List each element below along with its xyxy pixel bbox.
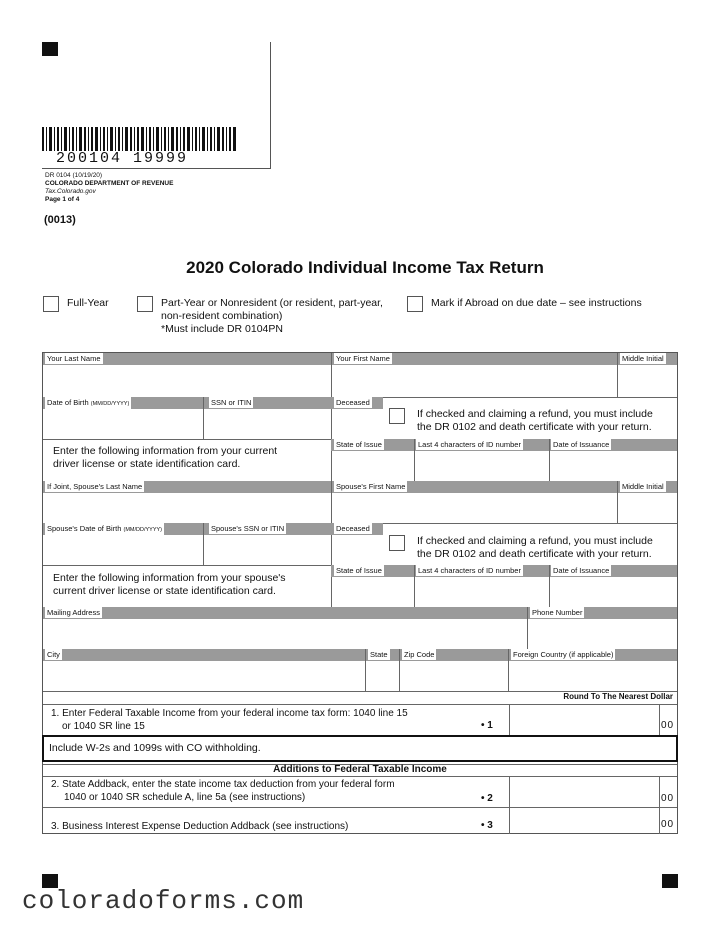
state-label: State [370,650,388,659]
watermark: coloradoforms.com [22,886,305,916]
round-note: Round To The Nearest Dollar [563,692,673,701]
line-2-cents: 00 [661,793,675,804]
line-3-marker: • 3 [481,820,493,831]
spouse-last4-id-label: Last 4 characters of ID number [418,566,521,575]
spouse-refund-note: If checked and claiming a refund, you must include the DR 0102 and death certificate with your return. [417,535,653,560]
part-year-label: Part-Year or Nonresident (or resident, part-year, non-resident combination) *Must include DR 0104PN [161,297,383,335]
spouse-middle-initial-label: Middle Initial [622,482,664,491]
last-name-label: Your Last Name [47,354,101,363]
line-1-amount-input[interactable] [510,705,658,734]
abroad-label: Mark if Abroad on due date – see instructions [431,297,642,309]
license-note: Enter the following information from your current driver license or state identification card. [53,445,278,470]
middle-initial-label: Middle Initial [622,354,664,363]
line-1-text: 1. Enter Federal Taxable Income from your federal income tax form: 1040 line 15 or 1040 SR line 15 [51,708,408,732]
zip-label: Zip Code [404,650,435,659]
additions-header: Additions to Federal Taxable Income [273,764,447,775]
spouse-state-of-issue-label: State of Issue [336,566,382,575]
barcode [42,127,236,151]
spouse-date-issuance-label: Date of Issuance [553,566,610,575]
spouse-ssn-label: Spouse's SSN or ITIN [211,524,285,533]
spouse-deceased-checkbox[interactable] [389,535,405,551]
first-name-input[interactable] [333,366,616,396]
last-name-input[interactable] [44,366,330,396]
deceased-checkbox[interactable] [389,408,405,424]
barcode-number: 200104 19999 [56,150,189,167]
dob-label: Date of Birth (MM/DD/YYYY) [45,397,131,410]
form-code: DR 0104 (10/19/20) [45,172,103,179]
date-issuance-label: Date of Issuance [553,440,610,449]
line-1-marker: • 1 [481,720,493,731]
form-title: 2020 Colorado Individual Income Tax Return [186,258,544,277]
line-3-amount-input[interactable] [510,808,658,833]
state-of-issue-label: State of Issue [336,440,382,449]
spouse-license-note: Enter the following information from your spouse's current driver license or state identification card. [53,572,286,597]
registration-mark-bottom-right [662,874,678,888]
deceased-label: Deceased [336,398,370,407]
ssn-label: SSN or ITIN [211,398,252,407]
w2-note-box: Include W-2s and 1099s with CO withholding. [42,735,678,762]
department-name: COLORADO DEPARTMENT OF REVENUE [45,180,174,187]
line-2-text: 2. State Addback, enter the state income tax deduction from your federal form 1040 or 1040 SR schedule A, line 5a (see instructions) [51,779,395,803]
spouse-dob-label: Spouse's Date of Birth (MM/DD/YYYY) [45,523,164,536]
spouse-first-name-label: Spouse's First Name [336,482,406,491]
phone-label: Phone Number [532,608,583,617]
line-1-cents: 00 [661,720,675,731]
full-year-label: Full-Year [67,297,109,309]
refund-note: If checked and claiming a refund, you must include the DR 0102 and death certificate with your return. [417,408,653,433]
first-name-label: Your First Name [336,354,390,363]
website: Tax.Colorado.gov [45,188,96,195]
spouse-last-name-label: If Joint, Spouse's Last Name [47,482,143,491]
spouse-deceased-label: Deceased [336,524,370,533]
foreign-country-label: Foreign Country (if applicable) [513,650,614,659]
line-2-marker: • 2 [481,793,493,804]
line-2-amount-input[interactable] [510,777,658,805]
mailing-address-label: Mailing Address [47,608,100,617]
last4-id-label: Last 4 characters of ID number [418,440,521,449]
line-3-text: 3. Business Interest Expense Deduction Addback (see instructions) [51,821,349,832]
city-label: City [47,650,60,659]
abroad-checkbox[interactable] [407,296,423,312]
page-number: Page 1 of 4 [45,196,80,203]
sequence-number: (0013) [44,214,76,226]
middle-initial-input[interactable] [619,366,677,396]
line-3-cents: 00 [661,819,675,830]
part-year-checkbox[interactable] [137,296,153,312]
full-year-checkbox[interactable] [43,296,59,312]
